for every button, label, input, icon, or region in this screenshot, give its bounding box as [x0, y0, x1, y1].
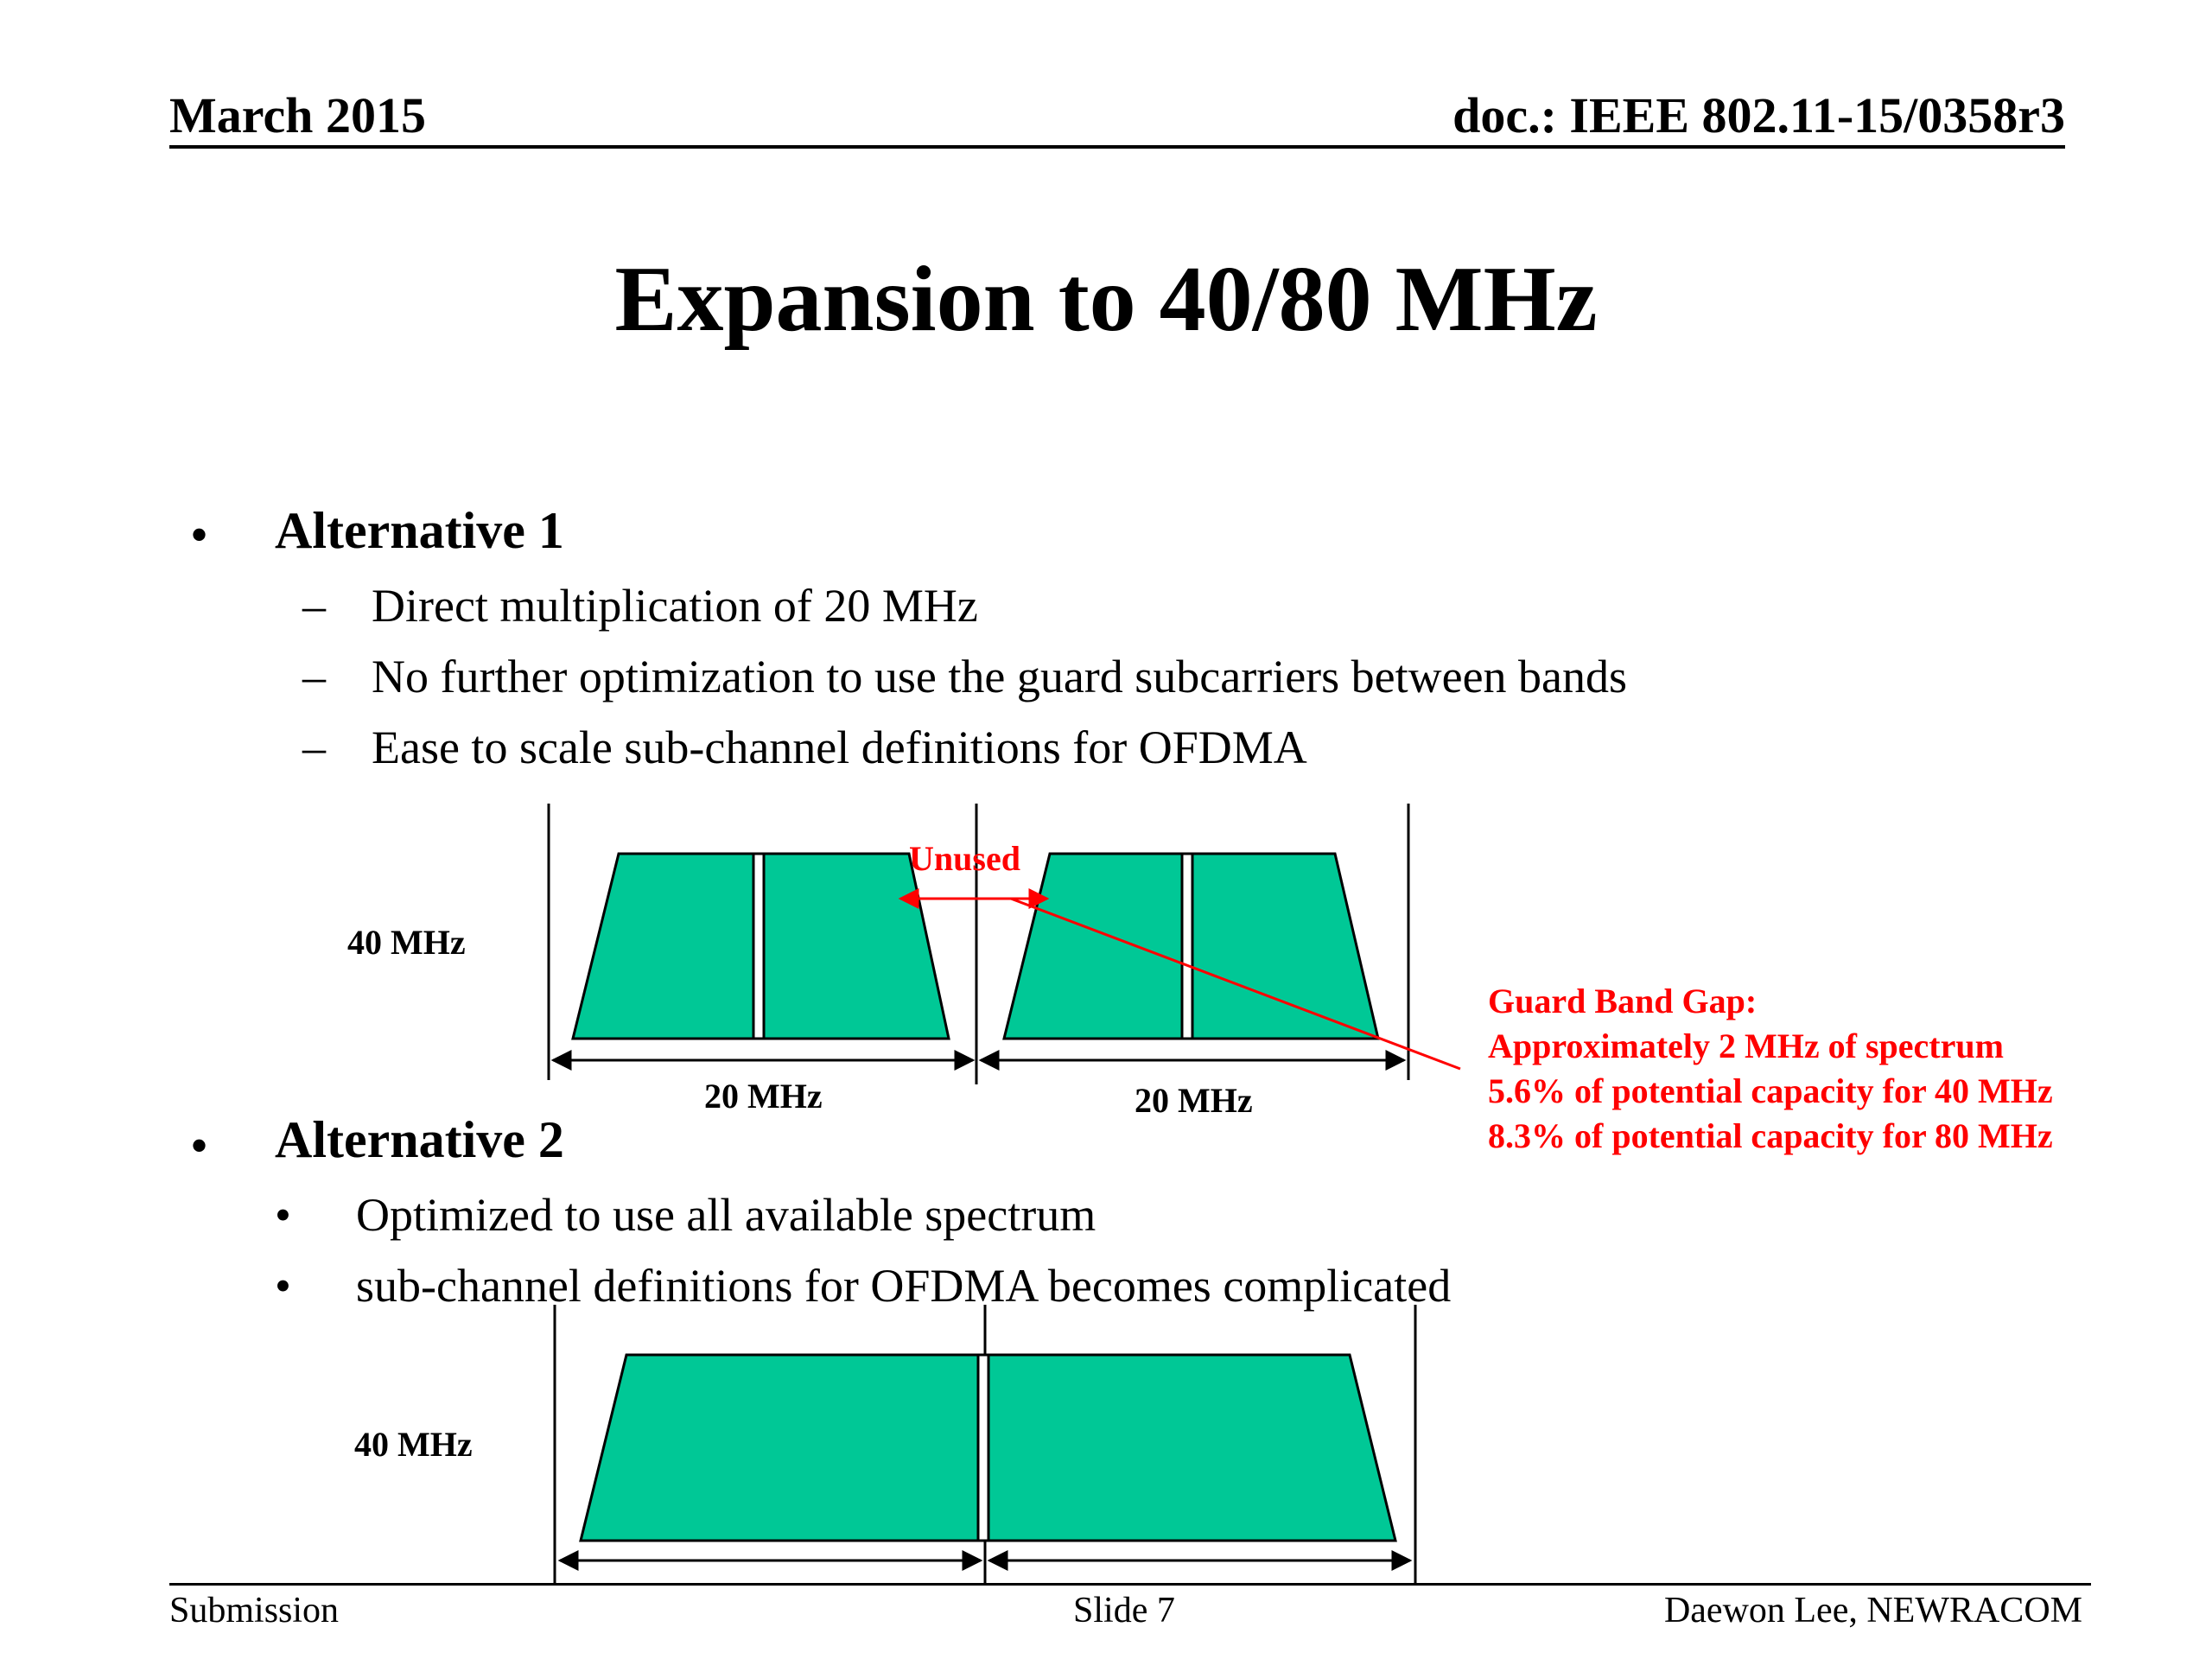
guard-band-note — [1488, 979, 2053, 1159]
footer-rule — [169, 1583, 2091, 1586]
alt1-item: Ease to scale sub-channel definitions for OFDMA — [372, 721, 1307, 773]
dc-gap — [978, 1355, 988, 1541]
guard-note-line: Approximately 2 MHz of spectrum — [1488, 1027, 2004, 1065]
footer-author: Daewon Lee, NEWRACOM — [1663, 1591, 2082, 1630]
diagram2-bw-label: 40 MHz — [354, 1425, 473, 1464]
alt2-heading: Alternative 2 — [275, 1111, 564, 1168]
dash-icon: – — [302, 721, 326, 773]
alt1-item: Direct multiplication of 20 MHz — [372, 580, 978, 632]
dc-gap — [1182, 854, 1192, 1039]
footer-submission: Submission — [169, 1591, 340, 1630]
diagram1-bw-label: 40 MHz — [347, 923, 466, 962]
band-label: 20 MHz — [1135, 1081, 1253, 1120]
alt1-heading: Alternative 1 — [275, 502, 564, 559]
alt2-item: Optimized to use all available spectrum — [356, 1189, 1096, 1241]
footer-slide-number: Slide 7 — [1073, 1591, 1175, 1630]
bullet-icon: • — [275, 1260, 291, 1312]
dash-icon: – — [302, 580, 326, 632]
dc-gap — [753, 854, 764, 1039]
unused-label: Unused — [909, 839, 1020, 878]
guard-note-line: Guard Band Gap: — [1488, 982, 1758, 1020]
bullet-icon: • — [275, 1189, 291, 1241]
guard-note-line: 5.6% of potential capacity for 40 MHz — [1488, 1071, 2053, 1110]
bullet-icon: • — [190, 1117, 209, 1174]
header-doc-id: doc.: IEEE 802.11-15/0358r3 — [1452, 87, 2065, 143]
bullet-icon: • — [190, 506, 209, 563]
band-label: 20 MHz — [704, 1077, 823, 1116]
slide-title: Expansion to 40/80 MHz — [614, 248, 1598, 351]
dash-icon: – — [302, 651, 326, 702]
alt1-item: No further optimization to use the guard subcarriers between bands — [372, 651, 1628, 702]
diagram2 — [555, 1305, 1415, 1586]
alt2-item: sub-channel definitions for OFDMA becomes complicated — [356, 1260, 1452, 1312]
header-date: March 2015 — [169, 87, 426, 143]
guard-note-line: 8.3% of potential capacity for 80 MHz — [1488, 1116, 2053, 1155]
